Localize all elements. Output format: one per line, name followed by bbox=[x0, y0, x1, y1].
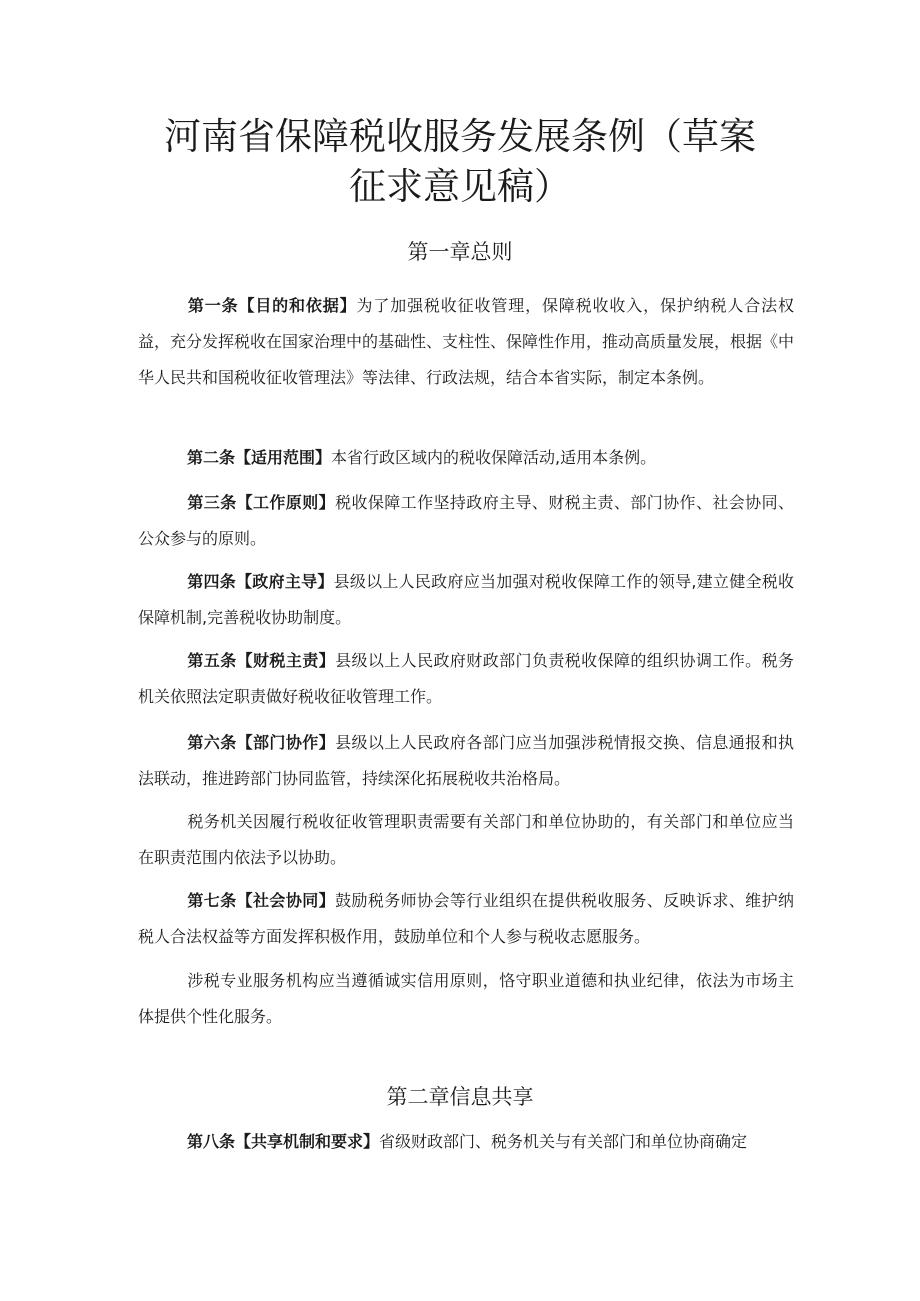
article-5 bbox=[138, 643, 794, 715]
article-label: 第四条 bbox=[187, 572, 237, 591]
article-label: 第六条 bbox=[187, 733, 237, 752]
article-6 bbox=[138, 725, 794, 797]
article-text: 为了加强税收征收管理，保障税收收入，保护纳税人合法权益，充分发挥税收在国家治理中的基础性、支柱性、保障性作用，推动高质量发展，根据《中华人民共和国税收征收管理法》等法律、行政法规，结合本省实际，制定本条例。 bbox=[138, 296, 795, 387]
article-bracket: 【目的和依据】 bbox=[238, 296, 357, 315]
article-text: 税务机关因履行税收征收管理职责需要有关部门和单位协助的，有关部门和单位应当在职责范围内依法予以协助。 bbox=[138, 812, 794, 867]
article-7-paragraph-2 bbox=[138, 963, 794, 1035]
article-3 bbox=[138, 485, 794, 557]
chapter-heading-1: 第一章总则 bbox=[407, 240, 513, 264]
article-label: 第三条 bbox=[187, 493, 237, 512]
article-bracket: 【工作原则】 bbox=[236, 493, 336, 512]
article-bracket: 【部门协作】 bbox=[236, 733, 336, 752]
article-text: 县级以上人民政府各部门应当加强涉税情报交换、信息通报和执法联动，推进跨部门协同监管，持续深化拓展税收共治格局。 bbox=[138, 733, 794, 788]
article-6-paragraph-2 bbox=[138, 804, 794, 876]
article-1 bbox=[138, 288, 794, 396]
document-title-line2: 征求意见稿） bbox=[349, 165, 571, 208]
article-label: 第二条 bbox=[187, 448, 236, 467]
article-label: 第五条 bbox=[187, 651, 237, 670]
article-text: 本省行政区域内的税收保障活动,适用本条例。 bbox=[331, 448, 657, 467]
article-text: 县级以上人民政府应当加强对税收保障工作的领导,建立健全税收保障机制,完善税收协助制度。 bbox=[138, 572, 794, 627]
article-bracket: 【社会协同】 bbox=[236, 891, 336, 910]
article-text: 税收保障工作坚持政府主导、财税主责、部门协作、社会协同、公众参与的原则。 bbox=[138, 493, 794, 548]
article-text: 省级财政部门、税务机关与有关部门和单位协商确定 bbox=[379, 1132, 748, 1151]
article-label: 第七条 bbox=[187, 891, 237, 910]
article-text: 县级以上人民政府财政部门负责税收保障的组织协调工作。税务机关依照法定职责做好税收征收管理工作。 bbox=[138, 651, 794, 706]
article-bracket: 【适用范围】 bbox=[235, 448, 332, 467]
document-title-line1: 河南省保障税收服务发展条例（草案 bbox=[164, 115, 756, 158]
article-label: 第八条 bbox=[187, 1132, 236, 1151]
article-text: 涉税专业服务机构应当遵循诚实信用原则，恪守职业道德和执业纪律，依法为市场主体提供个性化服务。 bbox=[138, 971, 794, 1026]
document-title bbox=[0, 112, 920, 212]
article-text: 鼓励税务师协会等行业组织在提供税收服务、反映诉求、维护纳税人合法权益等方面发挥积极作用，鼓励单位和个人参与税收志愿服务。 bbox=[138, 891, 794, 946]
article-label: 第一条 bbox=[187, 296, 239, 315]
article-8 bbox=[138, 1124, 794, 1160]
article-4 bbox=[138, 564, 794, 636]
article-7 bbox=[138, 883, 794, 955]
article-bracket: 【政府主导】 bbox=[236, 572, 334, 591]
chapter-heading-2: 第二章信息共享 bbox=[386, 1085, 534, 1109]
article-bracket: 【财税主责】 bbox=[236, 651, 336, 670]
article-2 bbox=[138, 440, 794, 476]
article-bracket: 【共享机制和要求】 bbox=[235, 1132, 380, 1151]
